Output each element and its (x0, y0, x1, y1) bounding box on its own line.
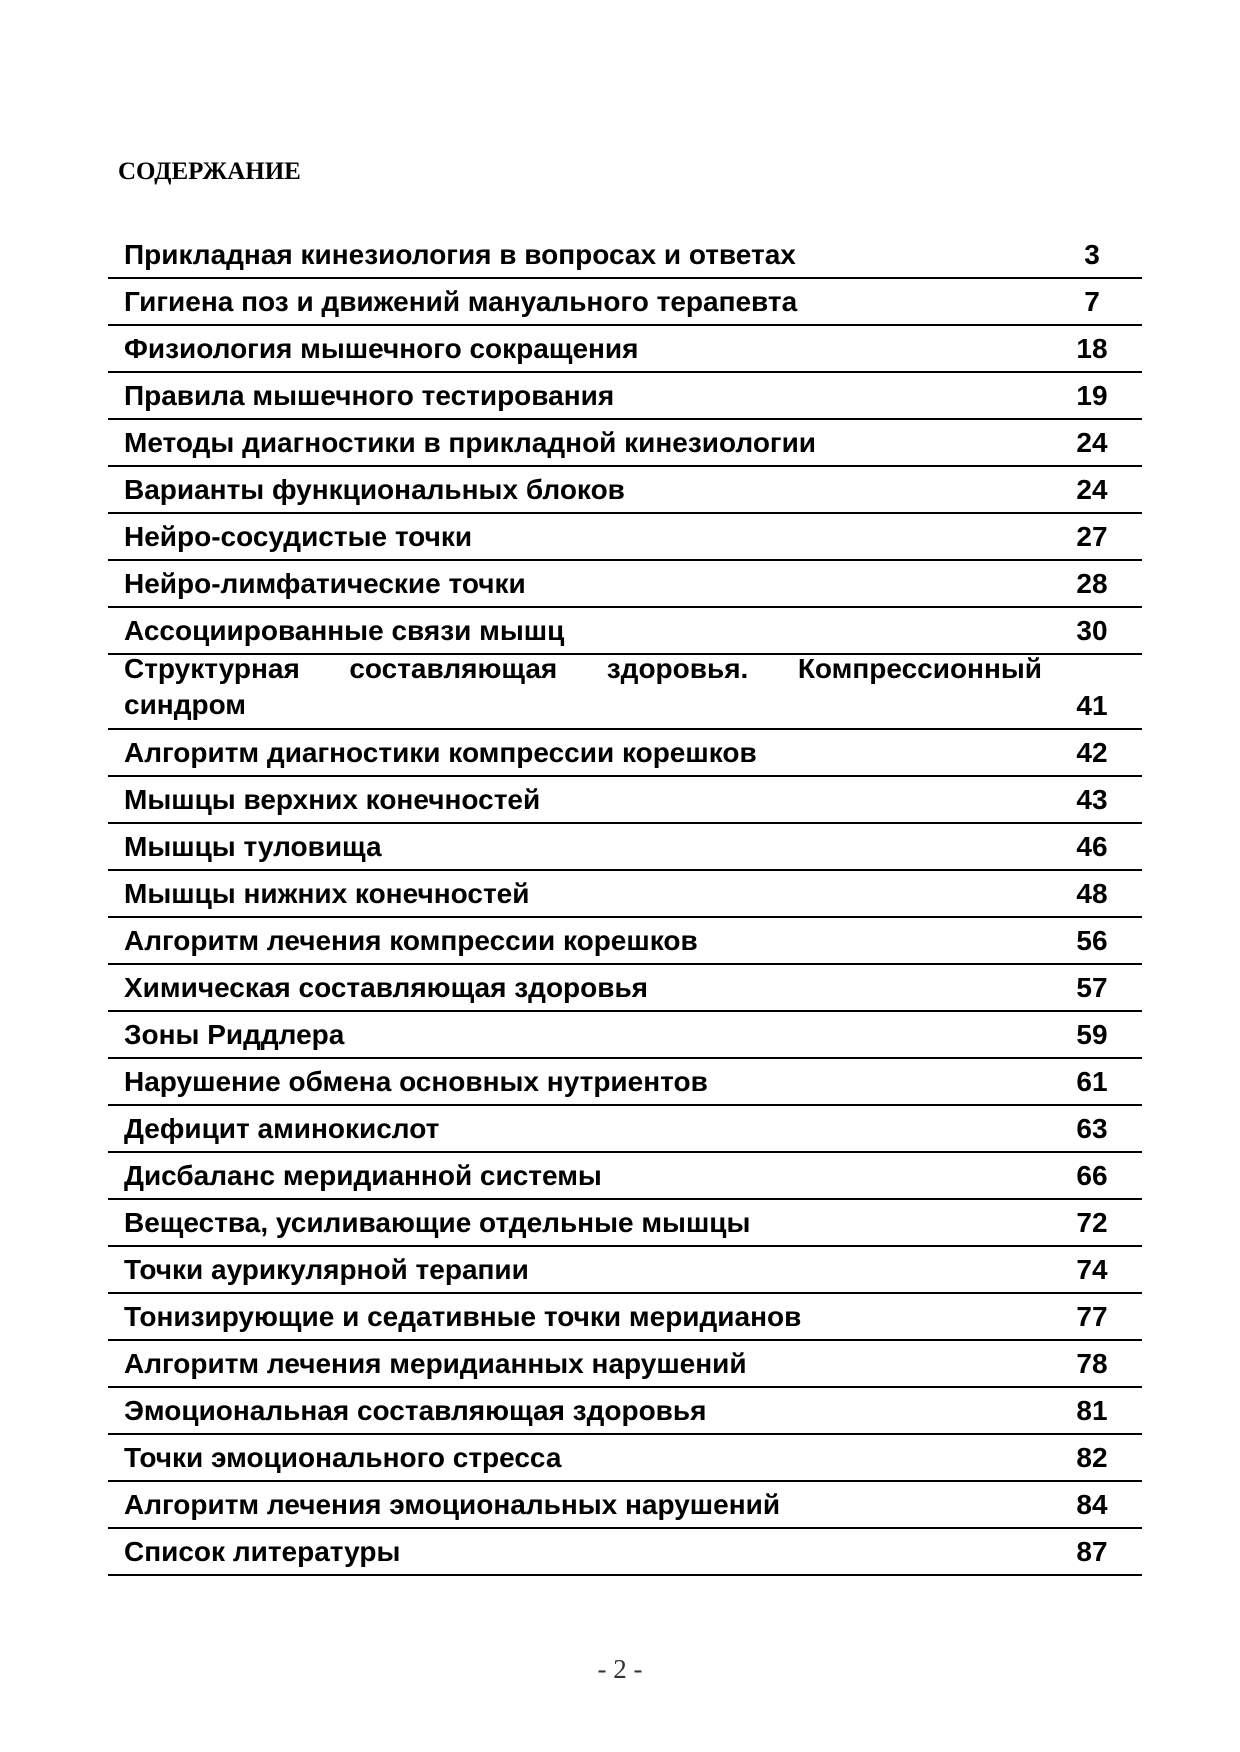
toc-title: Тонизирующие и седативные точки меридианов (124, 1301, 802, 1332)
toc-title: Мышцы туловища (124, 831, 382, 862)
toc-page-number: 77 (1076, 1301, 1108, 1332)
toc-page-number: 59 (1076, 1019, 1108, 1050)
toc-row[interactable] (108, 871, 1142, 918)
toc-page-number: 27 (1076, 521, 1108, 552)
toc-page-number: 24 (1076, 427, 1108, 458)
toc-row[interactable] (108, 1153, 1142, 1200)
toc-row[interactable] (108, 1294, 1142, 1341)
toc-page-number: 30 (1076, 615, 1108, 646)
toc-title: Нейро-лимфатические точки (124, 568, 526, 599)
toc-title: Методы диагностики в прикладной кинезиологии (124, 427, 817, 458)
toc-page-number: 41 (1076, 690, 1108, 721)
toc-title: Алгоритм лечения компрессии корешков (124, 925, 698, 956)
toc-title: Алгоритм лечения меридианных нарушений (124, 1348, 747, 1379)
toc-page-number: 57 (1076, 972, 1108, 1003)
toc-row[interactable] (108, 655, 1142, 730)
toc-row[interactable] (108, 1012, 1142, 1059)
toc-row[interactable] (108, 1482, 1142, 1529)
toc-row[interactable] (108, 1247, 1142, 1294)
toc-title: Ассоциированные связи мышц (124, 615, 565, 646)
toc-row[interactable] (108, 1200, 1142, 1247)
toc-page-number: 19 (1076, 380, 1108, 411)
toc-page-number: 78 (1076, 1348, 1108, 1379)
toc-row[interactable] (108, 232, 1142, 279)
toc-title: Дисбаланс меридианной системы (124, 1160, 602, 1191)
toc-row[interactable] (108, 467, 1142, 514)
toc-row[interactable] (108, 1388, 1142, 1435)
toc-page-number: 43 (1076, 784, 1108, 815)
toc-title: Варианты функциональных блоков (124, 474, 625, 505)
toc-row[interactable] (108, 730, 1142, 777)
toc-page-number: 74 (1076, 1254, 1108, 1285)
toc-page-number: 63 (1076, 1113, 1108, 1144)
toc-page-number: 87 (1076, 1536, 1108, 1567)
toc-title: Точки эмоционального стресса (124, 1442, 562, 1473)
toc-row[interactable] (108, 326, 1142, 373)
toc-row[interactable] (108, 1529, 1142, 1576)
toc-title: Физиология мышечного сокращения (124, 333, 639, 364)
toc-title: Вещества, усиливающие отдельные мышцы (124, 1207, 751, 1238)
toc-title: Точки аурикулярной терапии (124, 1254, 529, 1285)
toc-row[interactable] (108, 608, 1142, 655)
toc-page-number: 7 (1084, 286, 1100, 317)
toc-title: Правила мышечного тестирования (124, 380, 615, 411)
toc-page-number: 66 (1076, 1160, 1108, 1191)
toc-row[interactable] (108, 561, 1142, 608)
toc-title: Химическая составляющая здоровья (124, 972, 649, 1003)
toc-title: Нейро-сосудистые точки (124, 521, 473, 552)
toc-title: Дефицит аминокислот (124, 1113, 440, 1144)
table-of-contents (108, 232, 1142, 1576)
toc-title: Список литературы (124, 1536, 401, 1567)
toc-title: Гигиена поз и движений мануального терапевта (124, 286, 798, 317)
toc-page-number: 48 (1076, 878, 1108, 909)
toc-row[interactable] (108, 824, 1142, 871)
toc-page-number: 18 (1076, 333, 1108, 364)
toc-row[interactable] (108, 1435, 1142, 1482)
toc-page-number: 56 (1076, 925, 1108, 956)
toc-page-number: 72 (1076, 1207, 1108, 1238)
toc-page-number: 84 (1076, 1489, 1108, 1520)
toc-row[interactable] (108, 918, 1142, 965)
toc-title: Прикладная кинезиология в вопросах и ответах (124, 239, 796, 270)
toc-page-number: 3 (1084, 239, 1100, 270)
toc-title: Алгоритм лечения эмоциональных нарушений (124, 1489, 781, 1520)
toc-row[interactable] (108, 373, 1142, 420)
toc-page-number: 46 (1076, 831, 1108, 862)
toc-row[interactable] (108, 1059, 1142, 1106)
toc-row[interactable] (108, 420, 1142, 467)
toc-title: Нарушение обмена основных нутриентов (124, 1066, 708, 1097)
page-heading: СОДЕРЖАНИЕ (118, 158, 301, 185)
toc-row[interactable] (108, 965, 1142, 1012)
toc-row[interactable] (108, 514, 1142, 561)
toc-row[interactable] (108, 777, 1142, 824)
toc-title: Мышцы верхних конечностей (124, 784, 541, 815)
toc-row[interactable] (108, 1341, 1142, 1388)
toc-row[interactable] (108, 279, 1142, 326)
toc-page-number: 24 (1076, 474, 1108, 505)
toc-title: Эмоциональная составляющая здоровья (124, 1395, 707, 1426)
toc-page-number: 61 (1076, 1066, 1108, 1097)
toc-page-number: 42 (1076, 737, 1108, 768)
toc-title: Зоны Риддлера (124, 1019, 345, 1050)
toc-page-number: 82 (1076, 1442, 1108, 1473)
toc-row[interactable] (108, 1106, 1142, 1153)
toc-page-number: 81 (1076, 1395, 1108, 1426)
page-number-footer: - 2 - (597, 1654, 643, 1684)
toc-page-number: 28 (1076, 568, 1108, 599)
toc-title: Структурная составляющая здоровья. Компрессионный синдром (124, 653, 1042, 720)
toc-title: Алгоритм диагностики компрессии корешков (124, 737, 757, 768)
toc-title: Мышцы нижних конечностей (124, 878, 530, 909)
